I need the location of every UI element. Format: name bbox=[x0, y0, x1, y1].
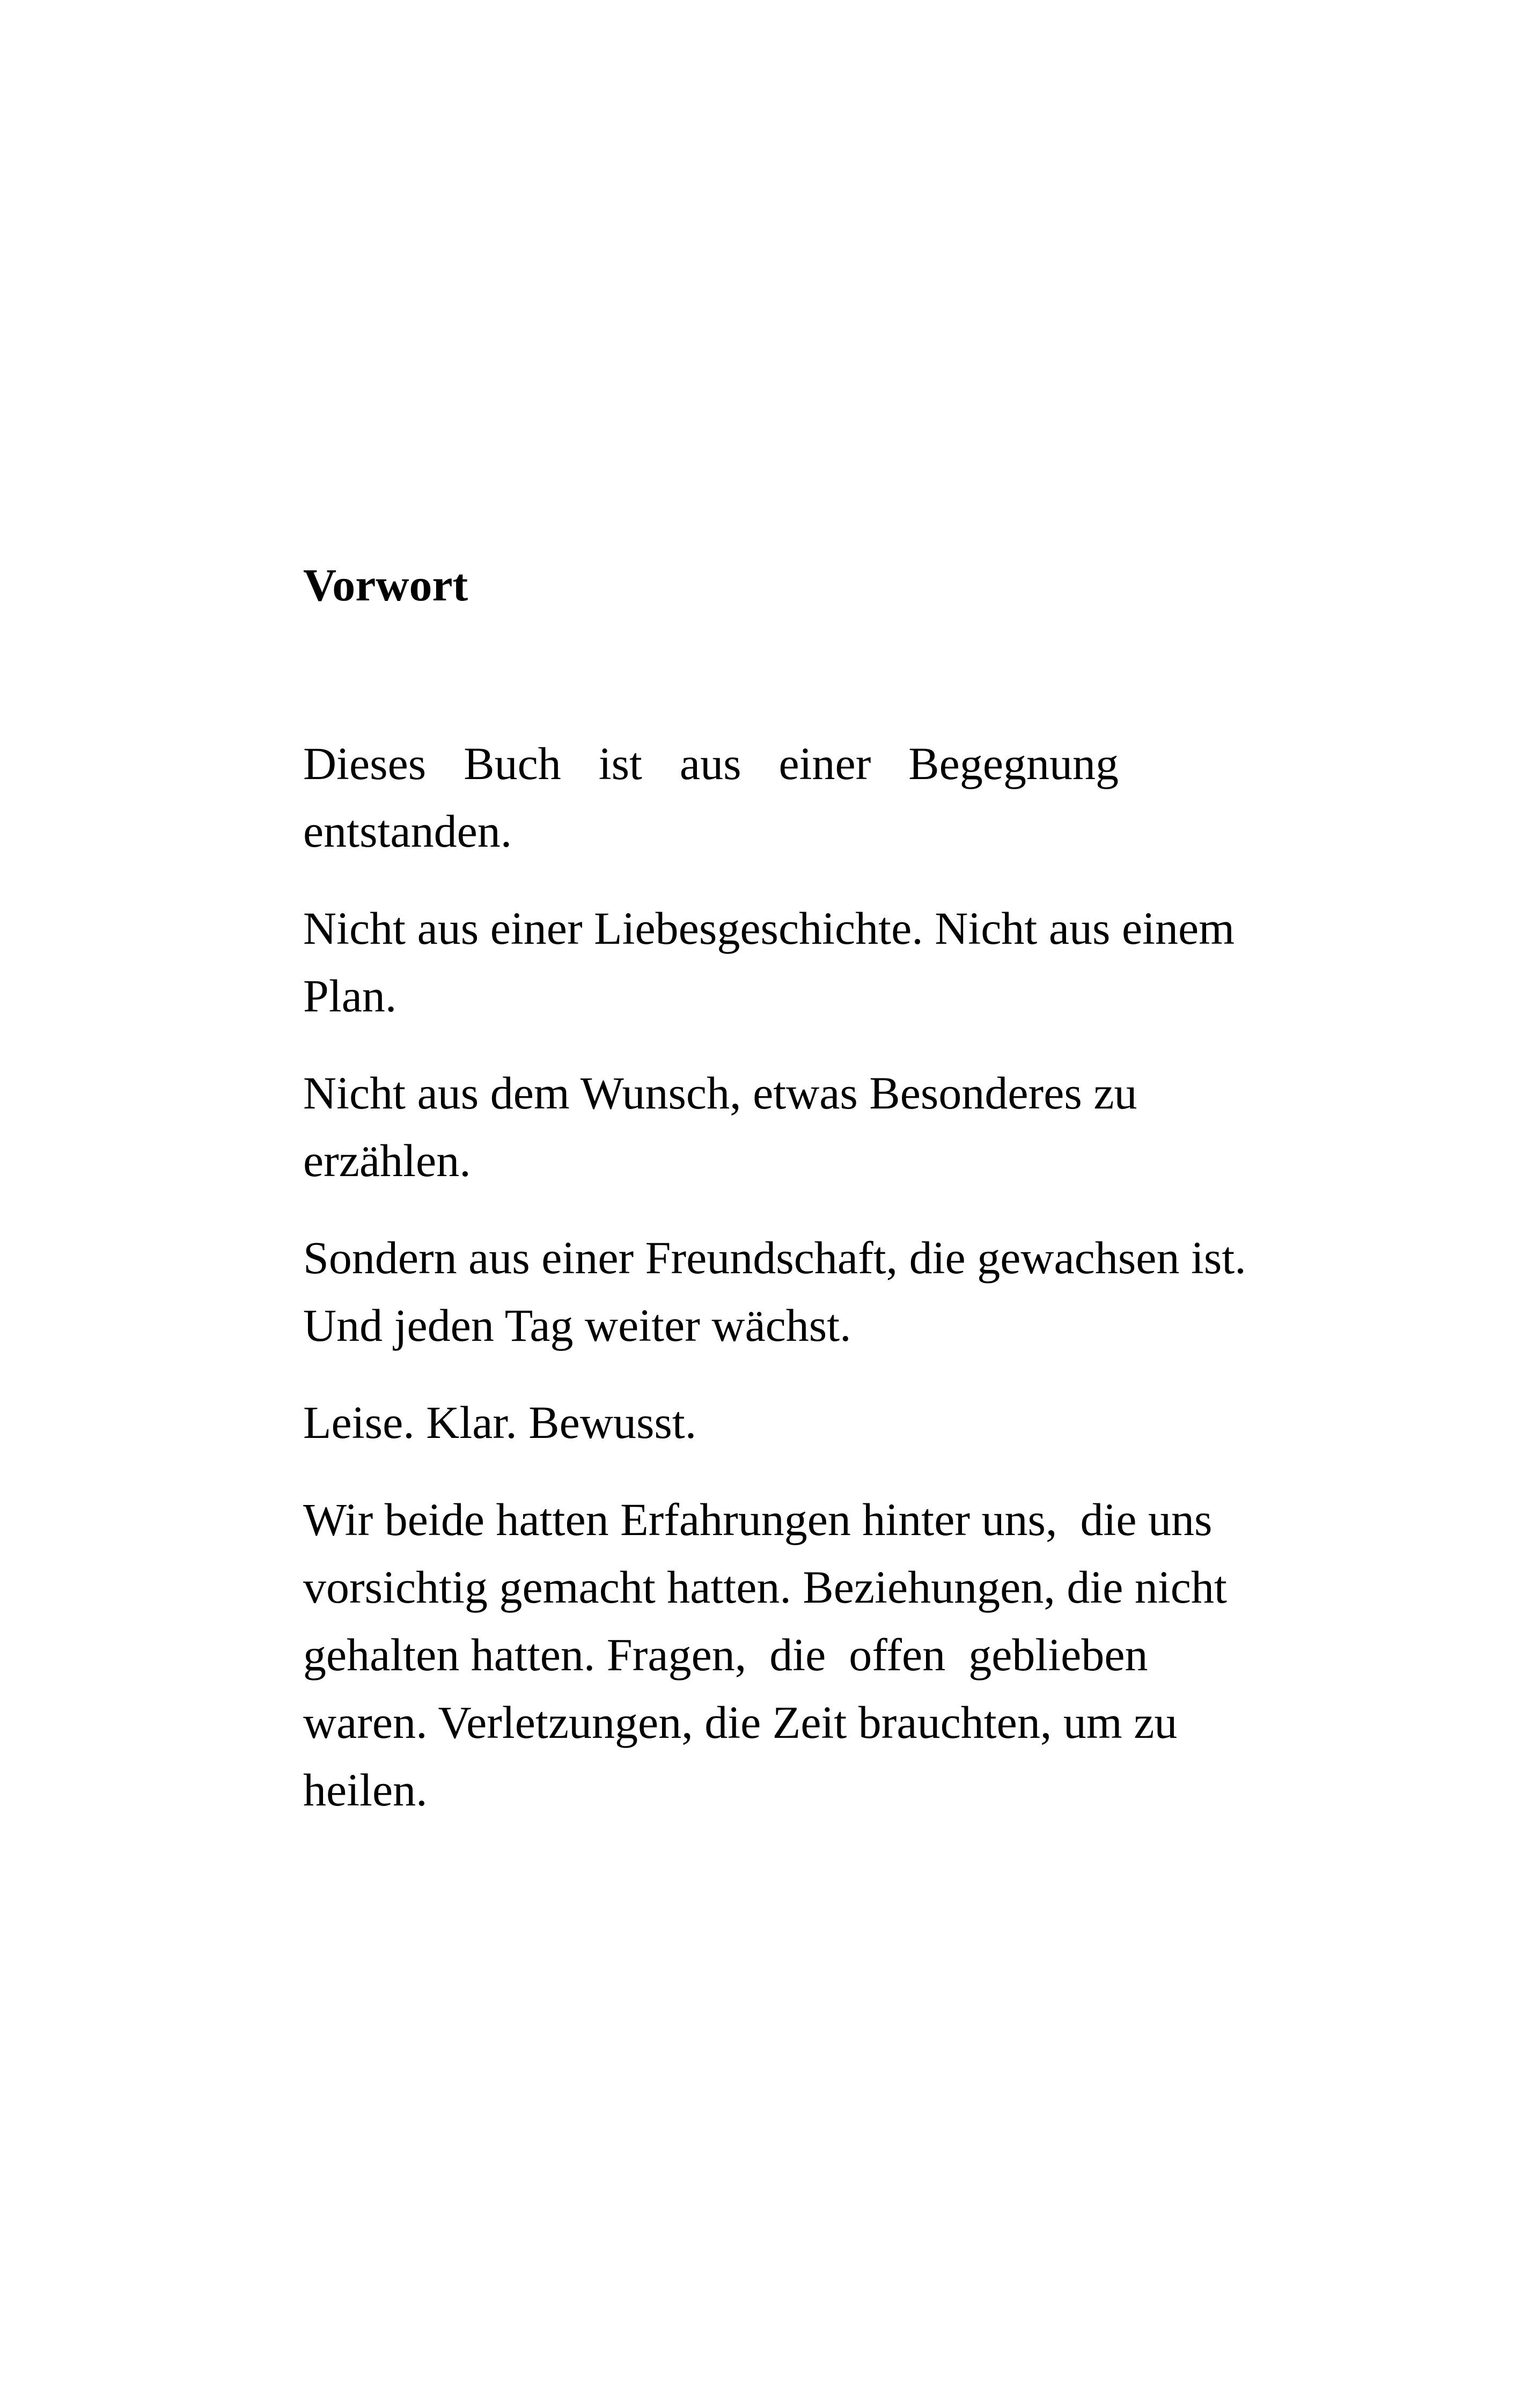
paragraph-line: Wir beide hatten Erfahrungen hinter uns, die uns bbox=[303, 1494, 1213, 1545]
paragraph-line: Plan. bbox=[303, 970, 397, 1022]
paragraph-line: vorsichtig gemacht hatten. Beziehungen, die nicht bbox=[303, 1561, 1227, 1613]
paragraph-line: heilen. bbox=[303, 1764, 428, 1816]
paragraph-line: gehalten hatten. Fragen, die offen geblieben bbox=[303, 1629, 1148, 1680]
paragraph-1 bbox=[303, 730, 1119, 865]
paragraph-line: erzählen. bbox=[303, 1135, 471, 1186]
paragraph-line: Sondern aus einer Freundschaft, die gewachsen ist. bbox=[303, 1232, 1246, 1283]
paragraph-line: Und jeden Tag weiter wächst. bbox=[303, 1300, 851, 1351]
paragraph-line: Dieses Buch ist aus einer Begegnung bbox=[303, 738, 1119, 789]
paragraph-6 bbox=[303, 1486, 1290, 1824]
paragraph-line: Nicht aus einer Liebesgeschichte. Nicht aus einem bbox=[303, 902, 1235, 954]
paragraph-line: Nicht aus dem Wunsch, etwas Besonderes zu bbox=[303, 1067, 1137, 1119]
paragraph-line: entstanden. bbox=[303, 805, 512, 857]
paragraph-5 bbox=[303, 1389, 1290, 1456]
paragraph-line: Leise. Klar. Bewusst. bbox=[303, 1397, 697, 1448]
chapter-title: Vorwort bbox=[303, 559, 468, 611]
page-content bbox=[303, 553, 1290, 1853]
paragraph-3 bbox=[303, 1059, 1290, 1194]
paragraph-4 bbox=[303, 1224, 1290, 1359]
paragraph-2 bbox=[303, 894, 1290, 1030]
paragraph-line: waren. Verletzungen, die Zeit brauchten, um zu bbox=[303, 1697, 1178, 1748]
body-text bbox=[303, 730, 1290, 1824]
